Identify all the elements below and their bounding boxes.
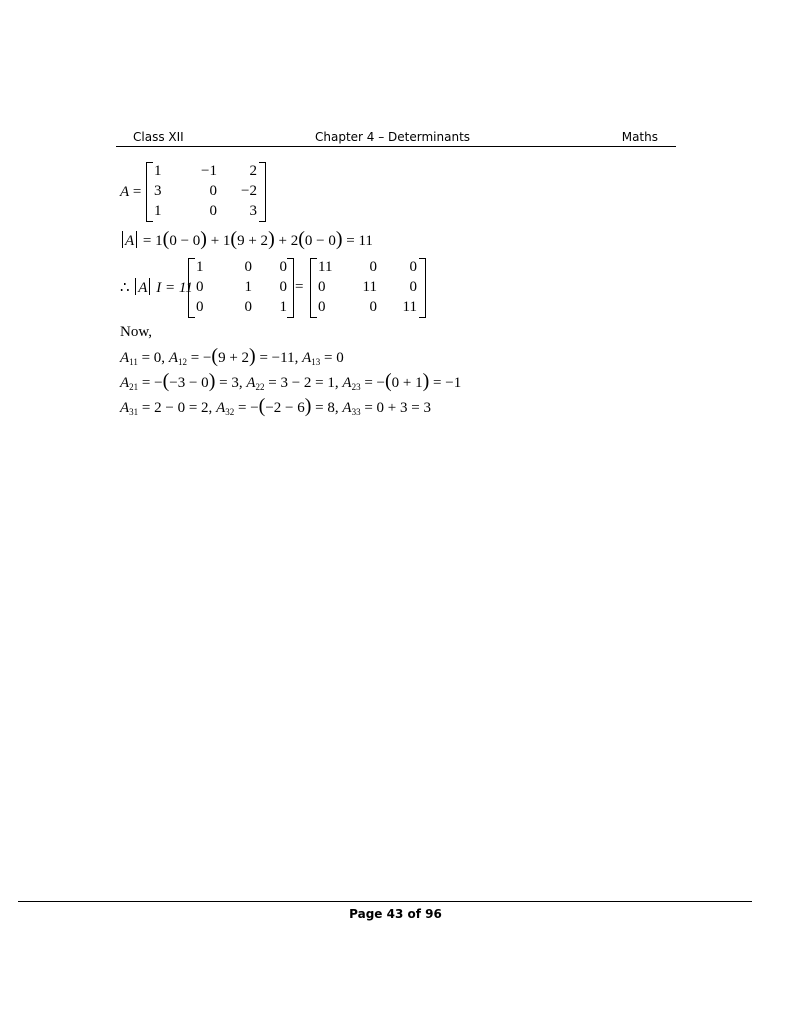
- identity-equals: =: [295, 279, 304, 295]
- matrix-a-cell: 1: [154, 203, 162, 219]
- cofactor-line-2: $A_{21} = -(-3 - 0) = 3$, $A_{22} = 3 - 2 = 1$, $A_{23} = -(0 + 1) = -1$: [120, 370, 462, 392]
- matrix-a-cell: 1: [154, 163, 162, 179]
- result-cell: 11: [402, 299, 417, 315]
- identity-cell: 0: [279, 259, 287, 275]
- matrix-a-cell: 2: [249, 163, 257, 179]
- result-cell: 0: [409, 259, 417, 275]
- identity-matrix: [188, 258, 294, 318]
- now-label: Now,: [120, 324, 152, 340]
- result-cell: 0: [318, 299, 326, 315]
- identity-cell: 0: [244, 299, 252, 315]
- result-cell: 11: [318, 259, 333, 275]
- result-cell: 0: [369, 259, 377, 275]
- identity-lhs: ∴ A I = 11: [120, 280, 193, 296]
- matrix-a-cell: 0: [209, 203, 217, 219]
- matrix-a-cell: −1: [201, 163, 217, 179]
- identity-cell: 0: [244, 259, 252, 275]
- determinant-line: A = 1(0 − 0) + 1(9 + 2) + 2(0 − 0) = 11: [120, 228, 373, 251]
- matrix-a-cell: 3: [249, 203, 257, 219]
- matrix-a-label: A =: [120, 184, 142, 200]
- footer-divider: [18, 901, 752, 902]
- result-cell: 0: [369, 299, 377, 315]
- header-class: Class XII: [133, 130, 184, 144]
- matrix-a: [146, 162, 266, 222]
- cofactor-line-1: $A_{11} = 0$, $A_{12} = -(9 + 2) = -11$, $A_{13} = 0$: [120, 345, 344, 367]
- header-chapter: Chapter 4 – Determinants: [315, 130, 471, 144]
- result-cell: 11: [362, 279, 377, 295]
- page-number: Page 43 of 96: [349, 907, 442, 921]
- result-matrix: [310, 258, 426, 318]
- identity-cell: 0: [279, 279, 287, 295]
- result-cell: 0: [318, 279, 326, 295]
- matrix-a-cell: 0: [209, 183, 217, 199]
- identity-cell: 1: [244, 279, 252, 295]
- identity-cell: 0: [196, 299, 204, 315]
- identity-cell: 0: [196, 279, 204, 295]
- identity-cell: 1: [196, 259, 204, 275]
- header-subject: Maths: [621, 130, 658, 144]
- matrix-a-cell: 3: [154, 183, 162, 199]
- matrix-a-cell: −2: [241, 183, 257, 199]
- identity-cell: 1: [279, 299, 287, 315]
- cofactor-line-3: $A_{31} = 2 - 0 = 2$, $A_{32} = -(-2 - 6) = 8$, $A_{33} = 0 + 3 = 3$: [120, 395, 431, 417]
- page-header: [116, 129, 676, 147]
- result-cell: 0: [409, 279, 417, 295]
